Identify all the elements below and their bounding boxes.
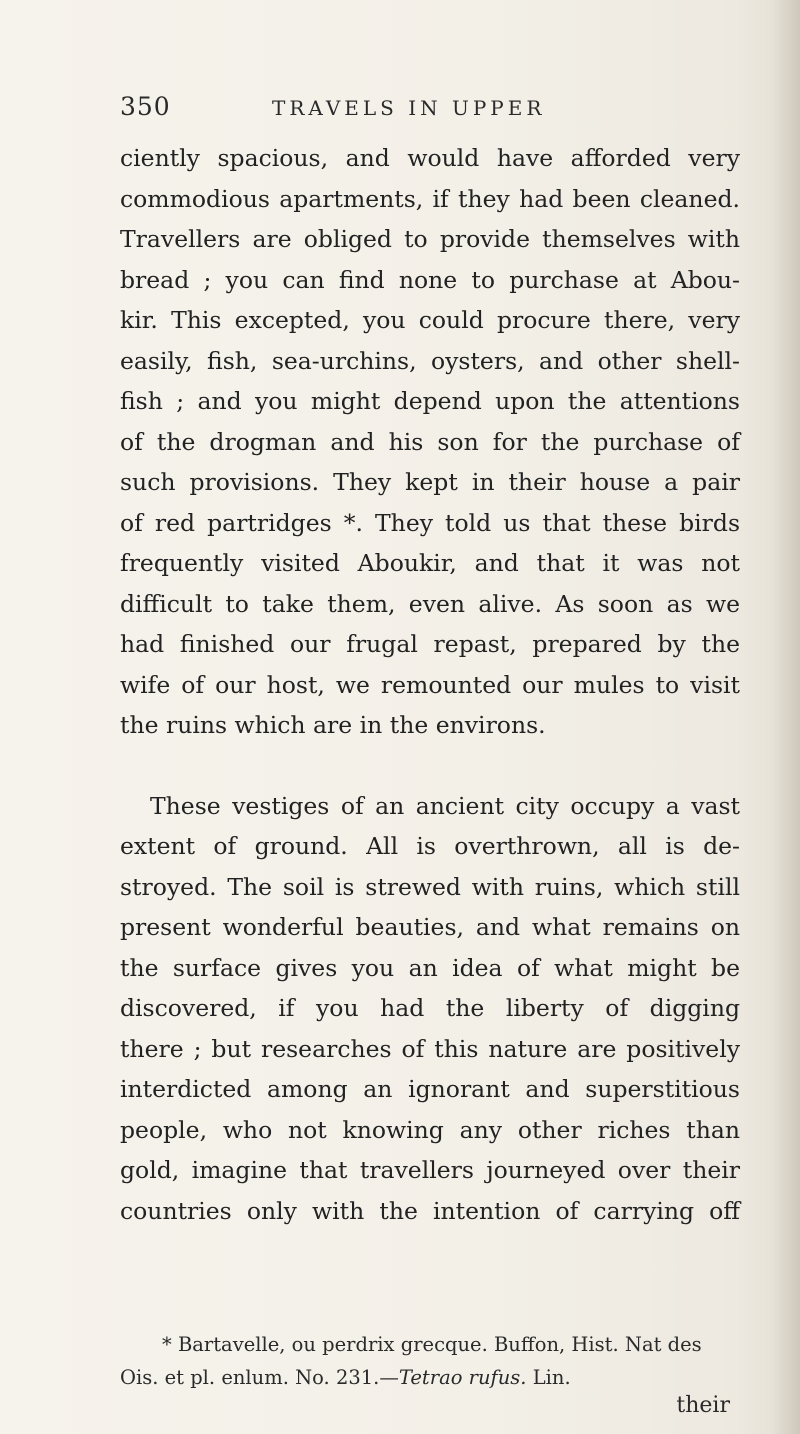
text-line: extent of ground. All is overthrown, all is de- <box>120 832 740 860</box>
paragraph-1 <box>120 138 740 746</box>
text-line: fish ; and you might depend upon the attentions <box>120 387 740 415</box>
text-line: countries only with the intention of carrying off <box>120 1196 740 1225</box>
footnote-author: Lin. <box>526 1366 571 1389</box>
text-line: the surface gives you an idea of what might be <box>120 953 740 982</box>
running-head <box>120 92 740 132</box>
footnote-line-1: * Bartavelle, ou perdrix grecque. Buffon, Hist. Nat des <box>162 1333 702 1356</box>
text-line: These vestiges of an ancient city occupy a vast <box>150 791 740 820</box>
text-line: easily, fish, sea-urchins, oysters, and other shell- <box>120 346 740 375</box>
text-line: difficult to take them, even alive. As soon as we <box>120 589 740 618</box>
text-line: interdicted among an ignorant and superstitious <box>120 1075 740 1103</box>
text-line: stroyed. The soil is strewed with ruins, which still <box>120 872 740 901</box>
text-line: commodious apartments, if they had been cleaned. <box>120 184 740 213</box>
text-line: bread ; you can find none to purchase at Abou- <box>120 265 740 294</box>
text-line: ciently spacious, and would have afforded very <box>120 144 740 172</box>
page-edge-shadow <box>772 0 800 1434</box>
catchword: their <box>676 1393 730 1418</box>
text-line: had finished our frugal repast, prepared by the <box>120 630 740 658</box>
text-line: Travellers are obliged to provide themselves with <box>120 225 740 253</box>
footnote-reference: Ois. et pl. enlum. No. 231.— <box>120 1366 399 1389</box>
paragraph-gap <box>120 746 740 786</box>
text-line: kir. This excepted, you could procure there, very <box>120 306 740 334</box>
body-text <box>120 138 740 1231</box>
footnote <box>120 1328 740 1394</box>
text-line: frequently visited Aboukir, and that it was not <box>120 549 740 577</box>
paragraph-2 <box>120 786 740 1232</box>
text-line: present wonderful beauties, and what remains on <box>120 913 740 941</box>
page-number: 350 <box>120 92 171 121</box>
text-line: there ; but researches of this nature are positively <box>120 1034 740 1063</box>
running-title: TRAVELS IN UPPER <box>272 96 546 120</box>
footnote-species-name: Tetrao rufus. <box>398 1366 527 1389</box>
text-line: discovered, if you had the liberty of digging <box>120 994 740 1022</box>
footnote-line-2 <box>120 1361 740 1394</box>
text-line: the ruins which are in the environs. <box>120 711 546 739</box>
text-line: gold, imagine that travellers journeyed over their <box>120 1156 740 1184</box>
text-line: wife of our host, we remounted our mules to visit <box>120 670 740 699</box>
text-line: such provisions. They kept in their house a pair <box>120 468 740 496</box>
text-line: people, who not knowing any other riches than <box>120 1115 740 1144</box>
text-line: of the drogman and his son for the purchase of <box>120 427 740 456</box>
text-line: of red partridges *. They told us that these birds <box>120 508 740 537</box>
